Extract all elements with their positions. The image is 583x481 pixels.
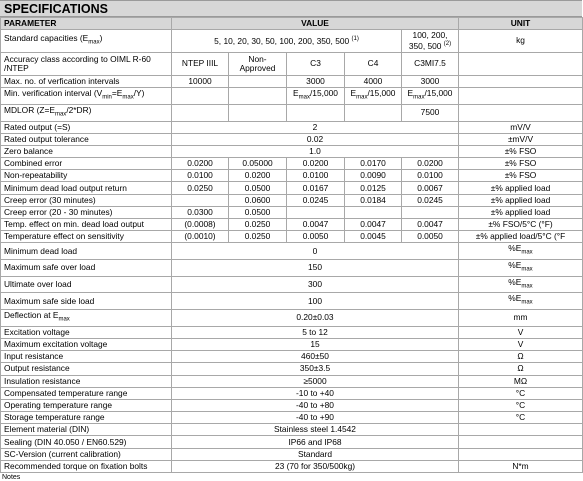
row-label: Input resistance (1, 351, 172, 363)
cell: 0.0067 (402, 182, 459, 194)
cell: 0.0250 (172, 182, 229, 194)
table-row (1, 460, 583, 472)
row-label: Temperature effect on sensitivity (1, 231, 172, 243)
cell: 0.0200 (287, 158, 345, 170)
row-value: 0.20±0.03 (172, 310, 459, 327)
table-row (1, 53, 583, 76)
row-unit: ±% applied load (459, 206, 583, 218)
cell: 4000 (345, 76, 402, 88)
table-row (1, 121, 583, 133)
table-row (1, 133, 583, 145)
row-unit: ±% applied load/5°C (°F (459, 231, 583, 243)
row-label: Rated output tolerance (1, 133, 172, 145)
cell: $E_{max}/15,000$ (287, 88, 345, 105)
row-unit: ±mV/V (459, 133, 583, 145)
row-label: Min. verification interval $(V_{min}=E_{max}/Y)$ (1, 88, 172, 105)
row-label: Temp. effect on min. dead load output (1, 219, 172, 231)
table-row (1, 363, 583, 375)
cell: 0.0200 (402, 158, 459, 170)
cell: $E_{max}/15,000$ (402, 88, 459, 105)
row-label: Maximum safe over load (1, 260, 172, 277)
table-row (1, 194, 583, 206)
row-label: Insulation resistance (1, 375, 172, 387)
cell: 0.0184 (345, 194, 402, 206)
row-unit (459, 104, 583, 121)
row-label: Maximum excitation voltage (1, 338, 172, 350)
header-row (1, 18, 583, 30)
table-row (1, 310, 583, 327)
cell (345, 104, 402, 121)
cell: 3000 (287, 76, 345, 88)
cell (229, 104, 287, 121)
cell: 0.0250 (229, 219, 287, 231)
row-label: Rated output (=S) (1, 121, 172, 133)
row-unit: ±% FSO (459, 170, 583, 182)
cell: 0.0090 (345, 170, 402, 182)
table-row (1, 351, 583, 363)
cell: 7500 (402, 104, 459, 121)
cell: 0.0170 (345, 158, 402, 170)
row-unit: V (459, 326, 583, 338)
row-unit: MΩ (459, 375, 583, 387)
row-value: 15 (172, 338, 459, 350)
row-unit: N*m (459, 460, 583, 472)
row-unit: ±% FSO (459, 158, 583, 170)
row-unit (459, 436, 583, 448)
row-unit (459, 448, 583, 460)
cell: 0.0500 (229, 182, 287, 194)
row-unit: $\%E_{max}$ (459, 260, 583, 277)
row-label: Standard capacities $(E_{max})$ (1, 30, 172, 53)
row-unit: kg (459, 30, 583, 53)
row-value: 150 (172, 260, 459, 277)
cell (229, 76, 287, 88)
cell: 0.0050 (287, 231, 345, 243)
table-row (1, 76, 583, 88)
row-unit: ±% FSO/5°C (°F) (459, 219, 583, 231)
row-value: 460±50 (172, 351, 459, 363)
row-label: Ultimate over load (1, 276, 172, 293)
row-unit: mm (459, 310, 583, 327)
cell (172, 194, 229, 206)
row-label: Deflection at $E_{max}$ (1, 310, 172, 327)
row-label: Creep error (20 - 30 minutes) (1, 206, 172, 218)
header-parameter: PARAMETER (1, 18, 172, 30)
table-row (1, 145, 583, 157)
footnote: Notes (2, 474, 21, 481)
row-label: Compensated temperature range (1, 387, 172, 399)
cell: C3 (287, 53, 345, 76)
row-label: Sealing (DIN 40.050 / EN60.529) (1, 436, 172, 448)
row-value: 100 (172, 293, 459, 310)
table-row (1, 448, 583, 460)
cell: 0.0125 (345, 182, 402, 194)
row-value: 5, 10, 20, 30, 50, 100, 200, 350, 500 $^{(1)}$ (172, 30, 402, 53)
row-value: 23 (70 for 350/500kg) (172, 460, 459, 472)
table-row (1, 412, 583, 424)
cell: (0.0010) (172, 231, 229, 243)
cell: 0.0100 (172, 170, 229, 182)
table-row (1, 326, 583, 338)
row-unit: ±% applied load (459, 182, 583, 194)
table-row (1, 424, 583, 436)
row-unit: Ω (459, 351, 583, 363)
cell: 0.0600 (229, 194, 287, 206)
cell: 0.0300 (172, 206, 229, 218)
row-label: Element material (DIN) (1, 424, 172, 436)
cell: 0.0245 (287, 194, 345, 206)
table-row (1, 88, 583, 105)
row-unit: °C (459, 399, 583, 411)
cell (229, 88, 287, 105)
table-row (1, 293, 583, 310)
specifications-table (0, 17, 583, 473)
row-value: IP66 and IP68 (172, 436, 459, 448)
cell: 0.0200 (172, 158, 229, 170)
cell: 0.0200 (229, 170, 287, 182)
table-row (1, 170, 583, 182)
row-label: Combined error (1, 158, 172, 170)
row-unit: $\%E_{max}$ (459, 293, 583, 310)
table-row (1, 104, 583, 121)
row-value: 350±3.5 (172, 363, 459, 375)
row-label: Max. no. of verfication intervals (1, 76, 172, 88)
row-label: Accuracy class according to OIML R-60 /NTEP (1, 53, 172, 76)
table-row (1, 231, 583, 243)
cell: 0.0047 (287, 219, 345, 231)
cell: Non-Approved (229, 53, 287, 76)
row-value: 1.0 (172, 145, 459, 157)
cell (287, 104, 345, 121)
table-row (1, 243, 583, 260)
row-label: SC-Version (current calibration) (1, 448, 172, 460)
row-value: 5 to 12 (172, 326, 459, 338)
row-value: -40 to +80 (172, 399, 459, 411)
header-unit: UNIT (459, 18, 583, 30)
row-value: 300 (172, 276, 459, 293)
row-label: MDLOR $(Z=E_{max}/2*DR)$ (1, 104, 172, 121)
row-unit: °C (459, 412, 583, 424)
row-value: 0.02 (172, 133, 459, 145)
row-label: Creep error (30 minutes) (1, 194, 172, 206)
cell (172, 88, 229, 105)
row-unit (459, 88, 583, 105)
table-row (1, 158, 583, 170)
row-label: Storage temperature range (1, 412, 172, 424)
cell: 0.0050 (402, 231, 459, 243)
specifications-title: SPECIFICATIONS (0, 0, 582, 17)
table-row (1, 436, 583, 448)
table-row (1, 399, 583, 411)
table-row (1, 260, 583, 277)
row-unit (459, 424, 583, 436)
cell: C3MI7.5 (402, 53, 459, 76)
cell: 0.0100 (402, 170, 459, 182)
row-label: Minimum dead load (1, 243, 172, 260)
header-value: VALUE (172, 18, 459, 30)
table-row (1, 276, 583, 293)
row-value: 0 (172, 243, 459, 260)
cell: $E_{max}/15,000$ (345, 88, 402, 105)
cell: 0.05000 (229, 158, 287, 170)
cell (287, 206, 345, 218)
cell (172, 104, 229, 121)
cell: 0.0047 (402, 219, 459, 231)
row-label: Excitation voltage (1, 326, 172, 338)
row-label: Zero balance (1, 145, 172, 157)
row-label: Output resistance (1, 363, 172, 375)
table-row (1, 206, 583, 218)
table-row (1, 375, 583, 387)
cell: 0.0045 (345, 231, 402, 243)
row-label: Minimum dead load output return (1, 182, 172, 194)
row-unit: $\%E_{max}$ (459, 276, 583, 293)
row-label: Operating temperature range (1, 399, 172, 411)
table-row (1, 387, 583, 399)
cell: 0.0047 (345, 219, 402, 231)
row-unit (459, 53, 583, 76)
row-value: 2 (172, 121, 459, 133)
table-row (1, 182, 583, 194)
cell: 3000 (402, 76, 459, 88)
row-unit: ±% FSO (459, 145, 583, 157)
cell (402, 206, 459, 218)
table-row (1, 30, 583, 53)
row-unit: mV/V (459, 121, 583, 133)
cell: (0.0008) (172, 219, 229, 231)
cell (345, 206, 402, 218)
table-row (1, 338, 583, 350)
row-label: Recommended torque on fixation bolts (1, 460, 172, 472)
row-label: Non-repeatability (1, 170, 172, 182)
row-unit: V (459, 338, 583, 350)
row-value: -40 to +90 (172, 412, 459, 424)
table-row (1, 219, 583, 231)
cell: 0.0167 (287, 182, 345, 194)
row-unit: Ω (459, 363, 583, 375)
row-unit (459, 76, 583, 88)
cell: NTEP IIIL (172, 53, 229, 76)
cell: 0.0100 (287, 170, 345, 182)
row-value: Standard (172, 448, 459, 460)
row-value: Stainless steel 1.4542 (172, 424, 459, 436)
row-unit: $\%E_{max}$ (459, 243, 583, 260)
row-value: ≥5000 (172, 375, 459, 387)
cell: 0.0245 (402, 194, 459, 206)
row-unit: °C (459, 387, 583, 399)
row-unit: ±% applied load (459, 194, 583, 206)
cell: 0.0250 (229, 231, 287, 243)
cell: 0.0500 (229, 206, 287, 218)
row-value-2: 100, 200, 350, 500 $^{(2)}$ (402, 30, 459, 53)
cell: 10000 (172, 76, 229, 88)
row-value: -10 to +40 (172, 387, 459, 399)
cell: C4 (345, 53, 402, 76)
row-label: Maximum safe side load (1, 293, 172, 310)
